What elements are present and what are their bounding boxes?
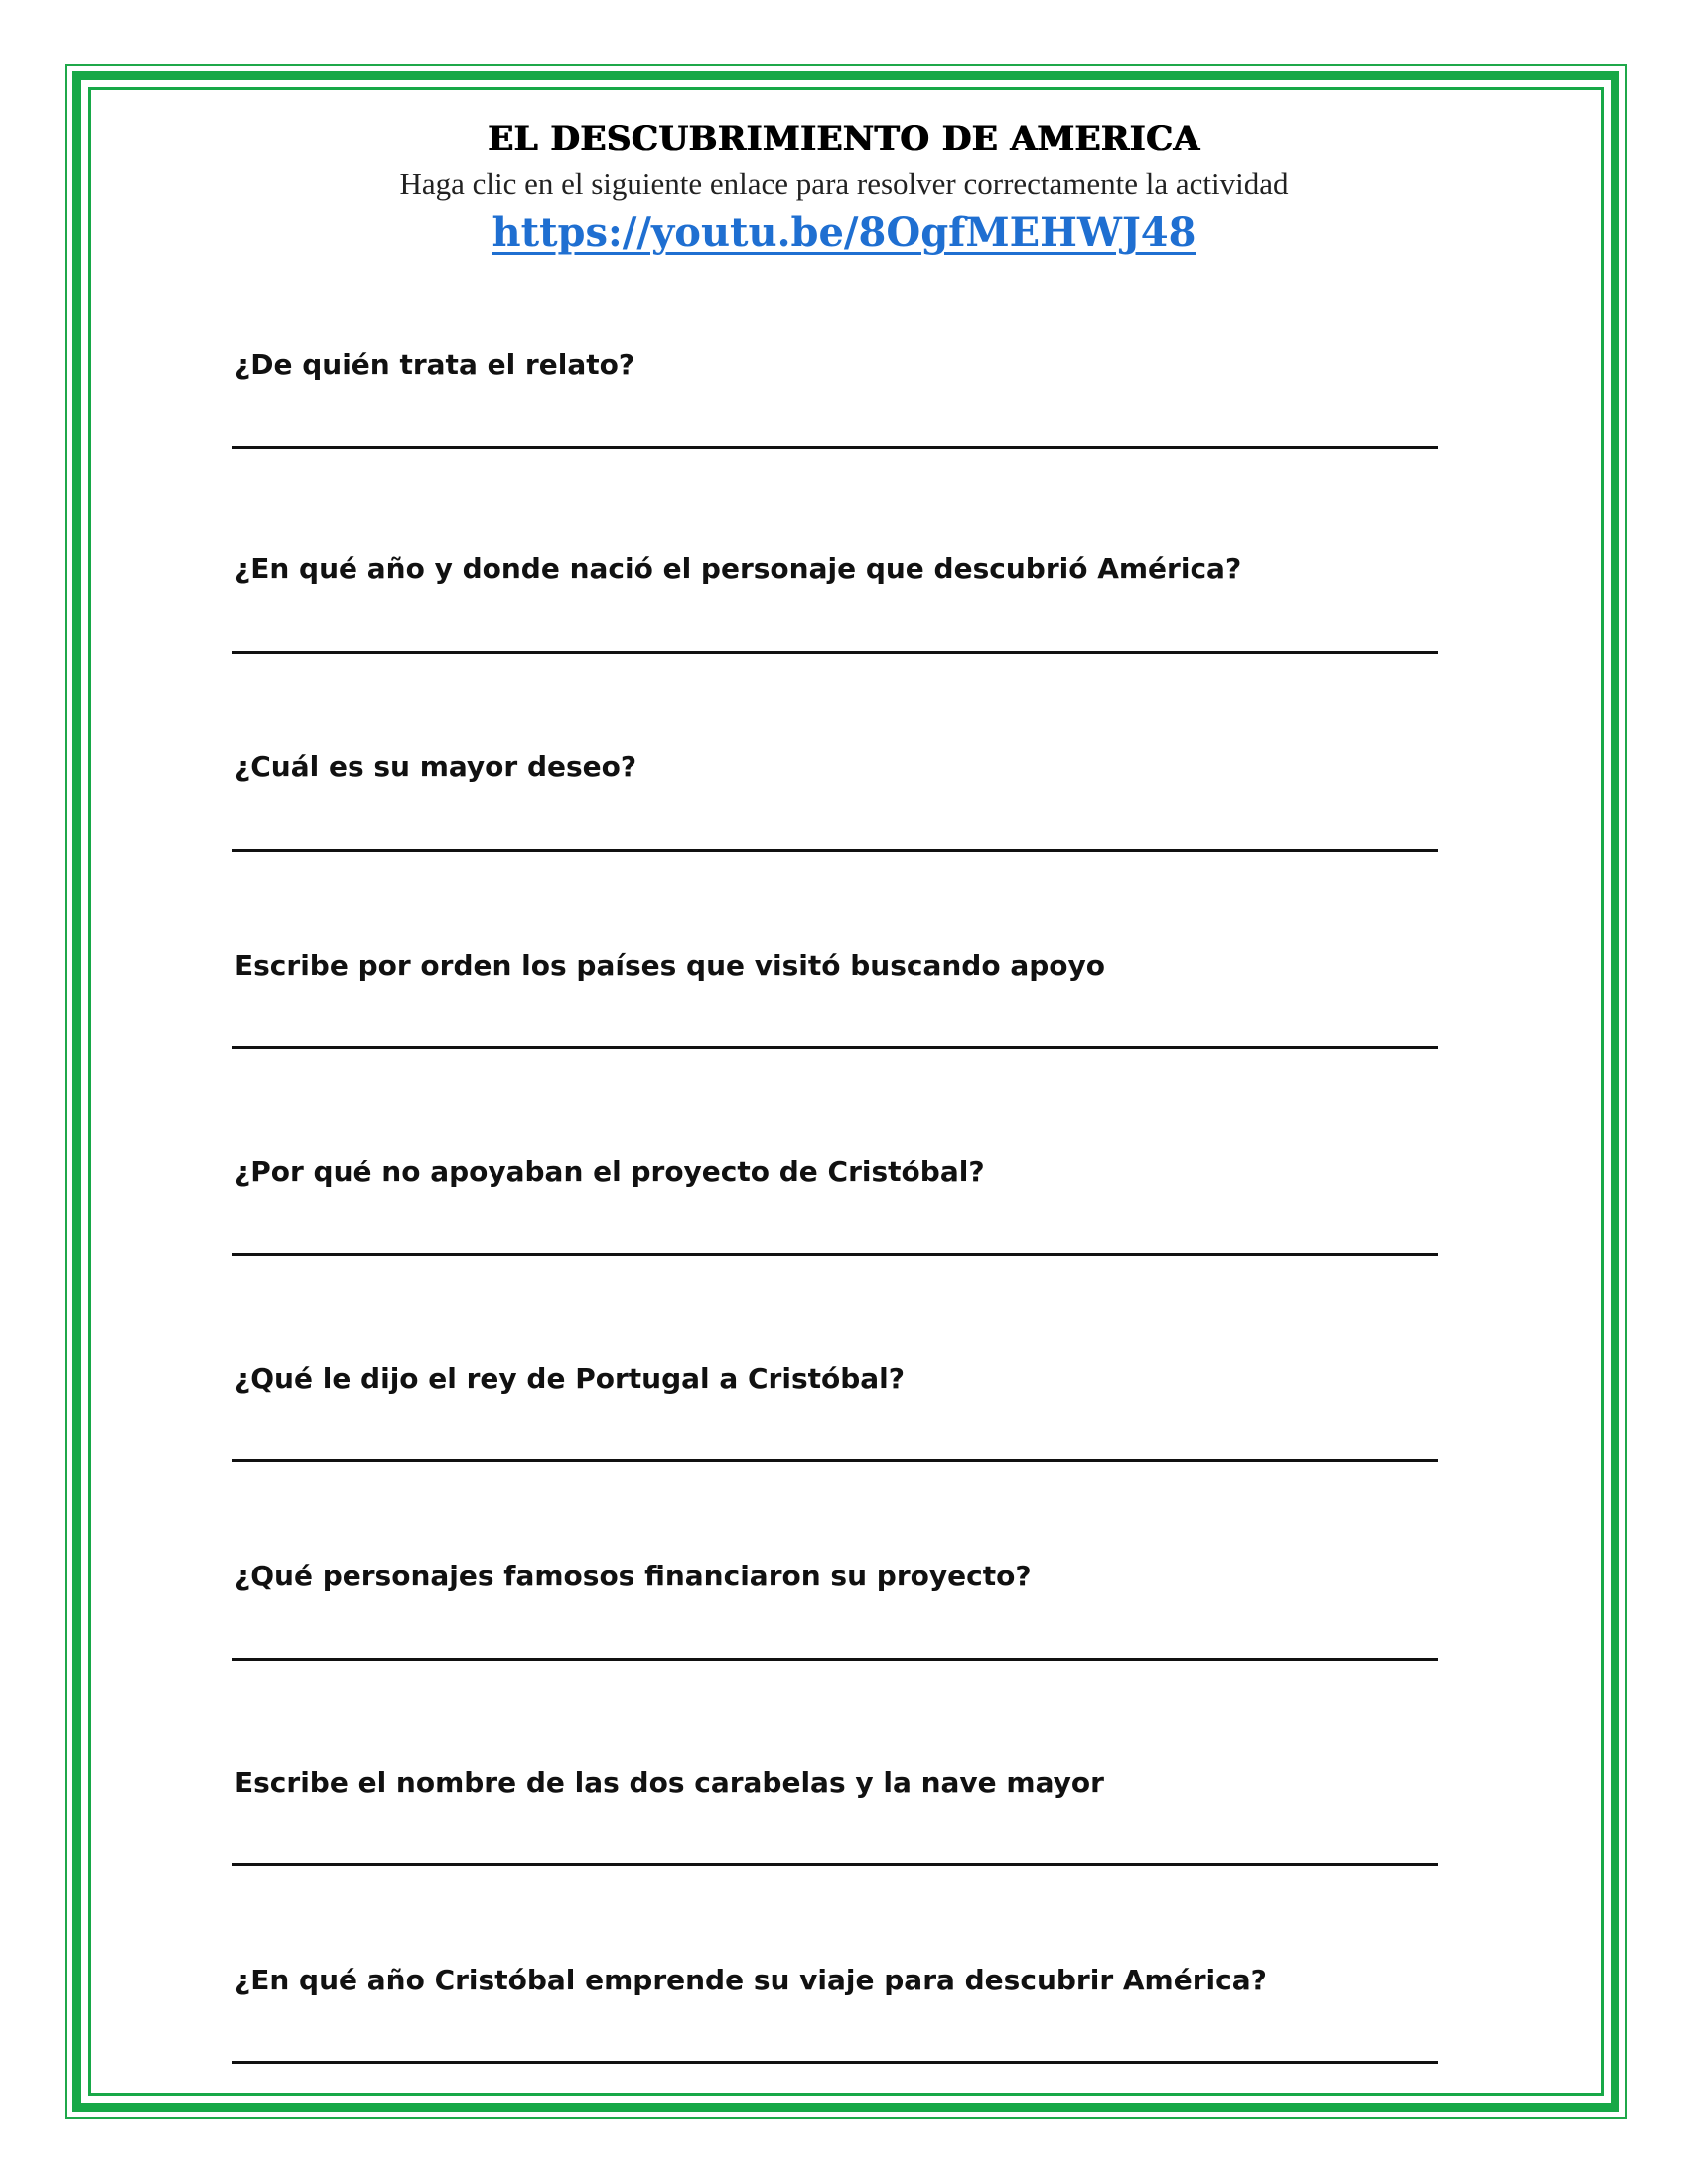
question-1: ¿De quién trata el relato? bbox=[234, 348, 635, 381]
question-6: ¿Qué le dijo el rey de Portugal a Cristóbal? bbox=[234, 1362, 906, 1395]
instructions-text: Haga clic en el siguiente enlace para resolver correctamente la actividad bbox=[399, 166, 1289, 201]
answer-line-7[interactable] bbox=[232, 1658, 1438, 1661]
question-2: ¿En qué año y donde nació el personaje que descubrió América? bbox=[234, 552, 1242, 585]
question-8: Escribe el nombre de las dos carabelas y la nave mayor bbox=[234, 1766, 1104, 1799]
answer-line-4[interactable] bbox=[232, 1046, 1438, 1049]
question-3: ¿Cuál es su mayor deseo? bbox=[234, 751, 637, 783]
worksheet-title: EL DESCUBRIMIENTO DE AMERICA bbox=[488, 119, 1200, 159]
worksheet-header bbox=[0, 117, 1688, 260]
answer-line-2[interactable] bbox=[232, 651, 1438, 654]
question-7: ¿Qué personajes famosos financiaron su proyecto? bbox=[234, 1560, 1032, 1592]
question-4: Escribe por orden los países que visitó buscando apoyo bbox=[234, 949, 1105, 982]
question-9: ¿En qué año Cristóbal emprende su viaje para descubrir América? bbox=[234, 1964, 1267, 1996]
answer-line-6[interactable] bbox=[232, 1459, 1438, 1462]
answer-line-9[interactable] bbox=[232, 2061, 1438, 2064]
video-link[interactable]: https://youtu.be/8OgfMEHWJ48 bbox=[492, 209, 1196, 256]
answer-line-8[interactable] bbox=[232, 1863, 1438, 1866]
answer-line-1[interactable] bbox=[232, 446, 1438, 449]
answer-line-3[interactable] bbox=[232, 849, 1438, 852]
question-5: ¿Por qué no apoyaban el proyecto de Cristóbal? bbox=[234, 1156, 985, 1188]
answer-line-5[interactable] bbox=[232, 1253, 1438, 1256]
